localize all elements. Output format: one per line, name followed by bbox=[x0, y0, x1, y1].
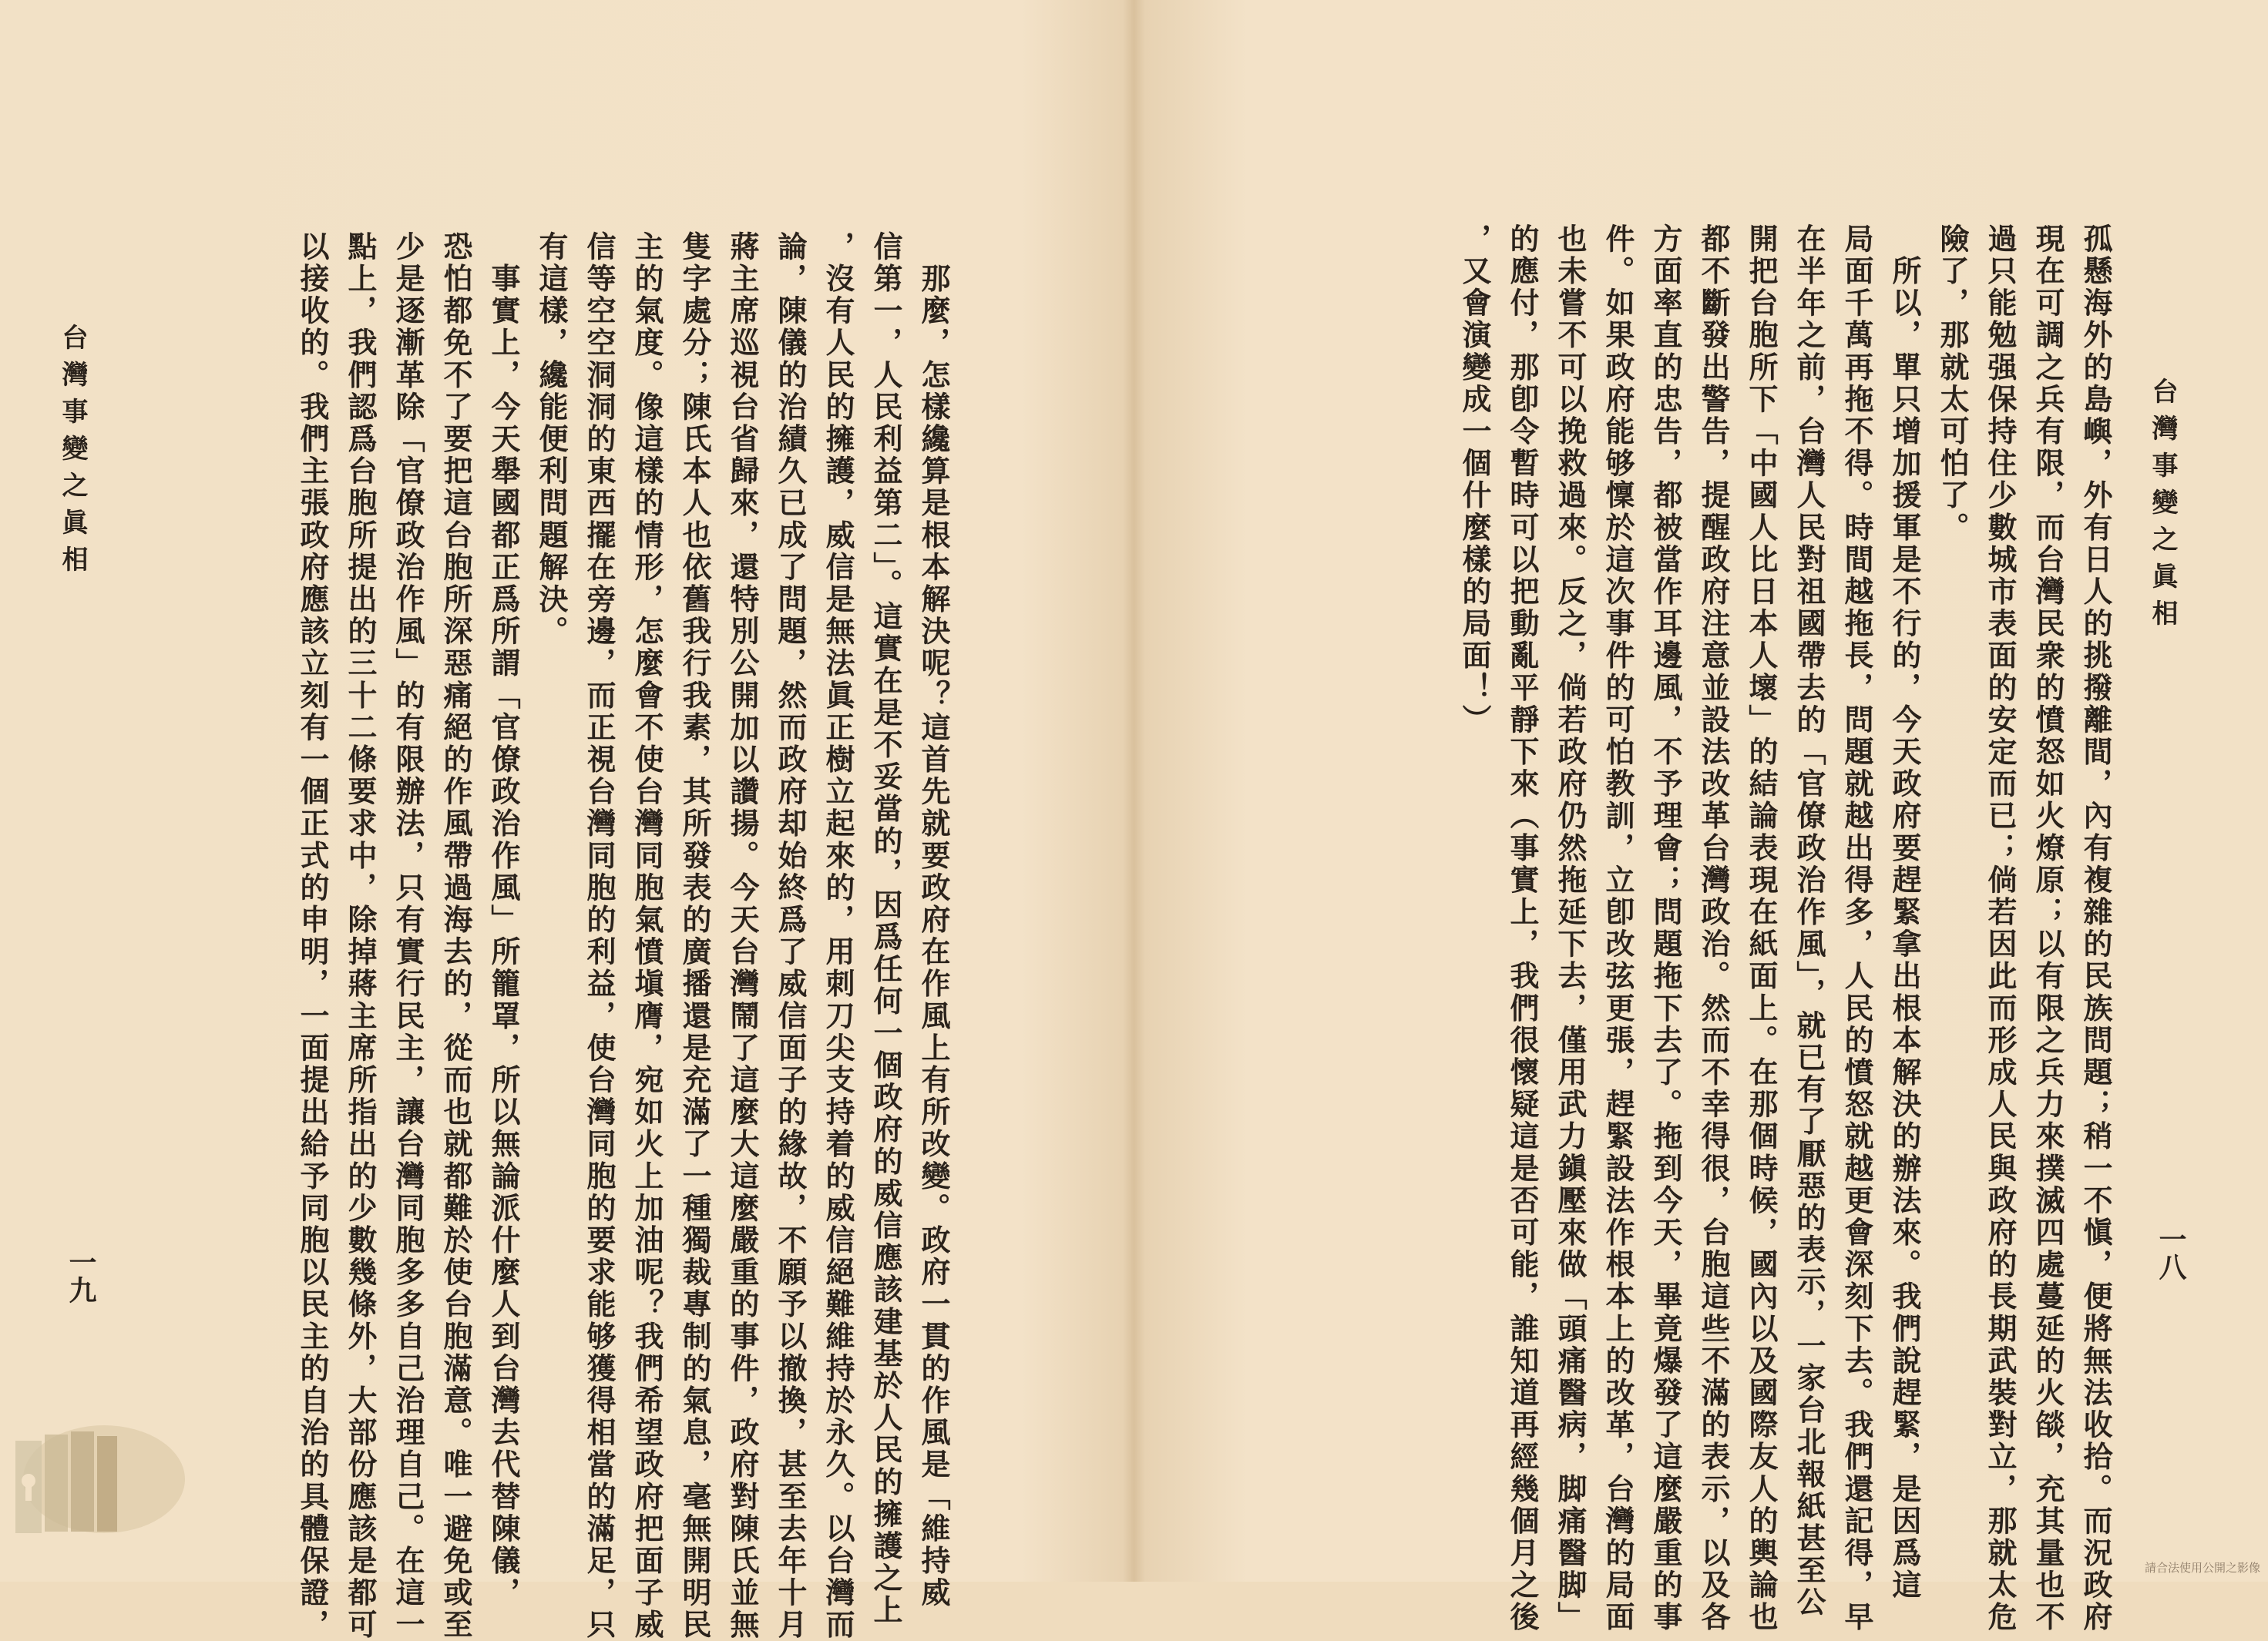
left-page-column-3: ，沒有人民的擁護，威信是無法眞正樹立起來的，用刺刀尖支持着的威信絕難維持於永久。以台灣而 bbox=[821, 231, 855, 1641]
right-page bbox=[1134, 0, 2268, 1634]
left-page-column-1: 那麼，怎樣纔算是根本解決呢？這首先就要政府在作風上有所改變。政府一貫的作風是「維持威 bbox=[916, 231, 951, 1609]
right-page-column-1: 孤懸海外的島嶼，外有日人的挑撥離間，內有複雜的民族問題；稍一不愼，便將無法收拾。而況政府 bbox=[2078, 223, 2113, 1634]
right-page-column-2: 現在可調之兵有限，而台灣民衆的憤怒如火燎原；以有限之兵力來撲滅四處蔓延的火燄，充其量也不 bbox=[2031, 223, 2065, 1634]
book-stack-keyhole-icon bbox=[0, 1410, 193, 1564]
running-header-right: 台灣事變之眞相 bbox=[2147, 378, 2178, 636]
left-page-column-7: 主的氣度。像這樣的情形，怎麼會不使台灣同胞氣憤塡膺，宛如火上加油呢？我們希望政府把面子威 bbox=[630, 231, 664, 1641]
left-page-column-11: 恐怕都免不了要把這台胞所深惡痛絕的作風帶過海去的，從而也就都難於使台胞滿意。唯一避免或至 bbox=[438, 231, 473, 1641]
page-number-left: 一九 bbox=[65, 1248, 97, 1304]
right-page-column-7: 在半年之前，台灣人民對祖國帶去的「官僚政治作風」，就已有了厭惡的表示，一家台北報紙甚至公 bbox=[1792, 223, 1826, 1619]
left-page-column-5: 蔣主席巡視台省歸來，還特別公開加以讚揚。今天台灣鬧了這麼大這麼嚴重的事件，政府對陳氏並無 bbox=[725, 231, 760, 1641]
right-page-column-4: 險了，那就太可怕了。 bbox=[1935, 223, 1970, 544]
page-number-right: 一八 bbox=[2155, 1225, 2187, 1280]
right-page-column-14: ，又會演變成一個什麼樣的局面！） bbox=[1457, 223, 1492, 737]
right-page-column-9: 都不斷發出警告，提醒政府注意並設法改革台灣政治。然而不幸得很，台胞這些不滿的表示，以及各 bbox=[1696, 223, 1731, 1634]
usage-notice: 請合法使用公開之影像 bbox=[2144, 1561, 2260, 1575]
left-page-column-6: 隻字處分；陳氏本人也依舊我行我素，其所發表的廣播還是充滿了一種獨裁專制的氣息，毫無開明民 bbox=[677, 231, 712, 1641]
left-page-column-10: 事實上，今天舉國都正爲所謂「官僚政治作風」所籠罩，所以無論派什麼人到台灣去代替陳儀， bbox=[486, 231, 521, 1609]
left-page-column-2: 信第一，人民利益第二」。這實在是不妥當的，因爲任何一個政府的威信應該建基於人民的擁護之上 bbox=[869, 231, 903, 1627]
left-page-column-4: 論，陳儀的治績久已成了問題，然而政府却始終爲了威信面子的緣故，不願予以撤換，甚至去年十月 bbox=[773, 231, 808, 1641]
right-page-column-8: 開把台胞所下「中國人比日本人壞」的結論表現在紙面上。在那個時候，國內以及國際友人的輿論也 bbox=[1744, 223, 1779, 1634]
right-page-column-11: 件。如果政府能够懍於這次事件的可怕教訓，立卽改弦更張，趕緊設法作根本上的改革，台灣的局面 bbox=[1601, 223, 1635, 1634]
right-page-column-12: 也未嘗不可以挽救過來。反之，倘若政府仍然拖延下去，僅用武力鎭壓來做「頭痛醫病，脚痛醫脚」 bbox=[1553, 223, 1588, 1634]
left-page-column-13: 點上，我們認爲台胞所提出的三十二條要求中，除掉蔣主席所指出的少數幾條外，大部份應該是都可 bbox=[343, 231, 378, 1641]
left-page-column-14: 以接收的。我們主張政府應該立刻有一個正式的申明，一面提出給予同胞以民主的自治的具體保證， bbox=[295, 231, 330, 1641]
right-page-column-3: 過只能勉强保持住少數城市表面的安定而已；倘若因此而形成人民與政府的長期武裝對立，那就太危 bbox=[1983, 223, 2018, 1634]
left-page-column-9: 有這樣，纔能便利問題解決。 bbox=[534, 231, 569, 648]
right-page-column-13: 的應付，那卽令暫時可以把動亂平靜下來（事實上，我們很懷疑這是否可能，誰知道再經幾個月之後 bbox=[1505, 223, 1540, 1634]
right-page-column-5: 所以，單只增加援軍是不行的，今天政府要趕緊拿出根本解決的辦法來。我們說趕緊，是因爲這 bbox=[1887, 223, 1922, 1602]
right-page-column-6: 局面千萬再拖不得。時間越拖長，問題就越出得多，人民的憤怒就越更會深刻下去。我們還記得，早 bbox=[1840, 223, 1874, 1634]
left-page-column-12: 少是逐漸革除「官僚政治作風」的有限辦法，只有實行民主，讓台灣同胞多多自己治理自己。在這一 bbox=[391, 231, 425, 1641]
right-page-column-10: 方面率直的忠告，都被當作耳邊風，不予理會；問題拖下去了。拖到今天，畢竟爆發了這麼嚴重的事 bbox=[1648, 223, 1683, 1634]
running-header-left: 台灣事變之眞相 bbox=[57, 324, 88, 582]
left-page-column-8: 信等空空洞洞的東西擺在旁邊，而正視台灣同胞的利益，使台灣同胞的要求能够獲得相當的滿足，只 bbox=[582, 231, 617, 1641]
